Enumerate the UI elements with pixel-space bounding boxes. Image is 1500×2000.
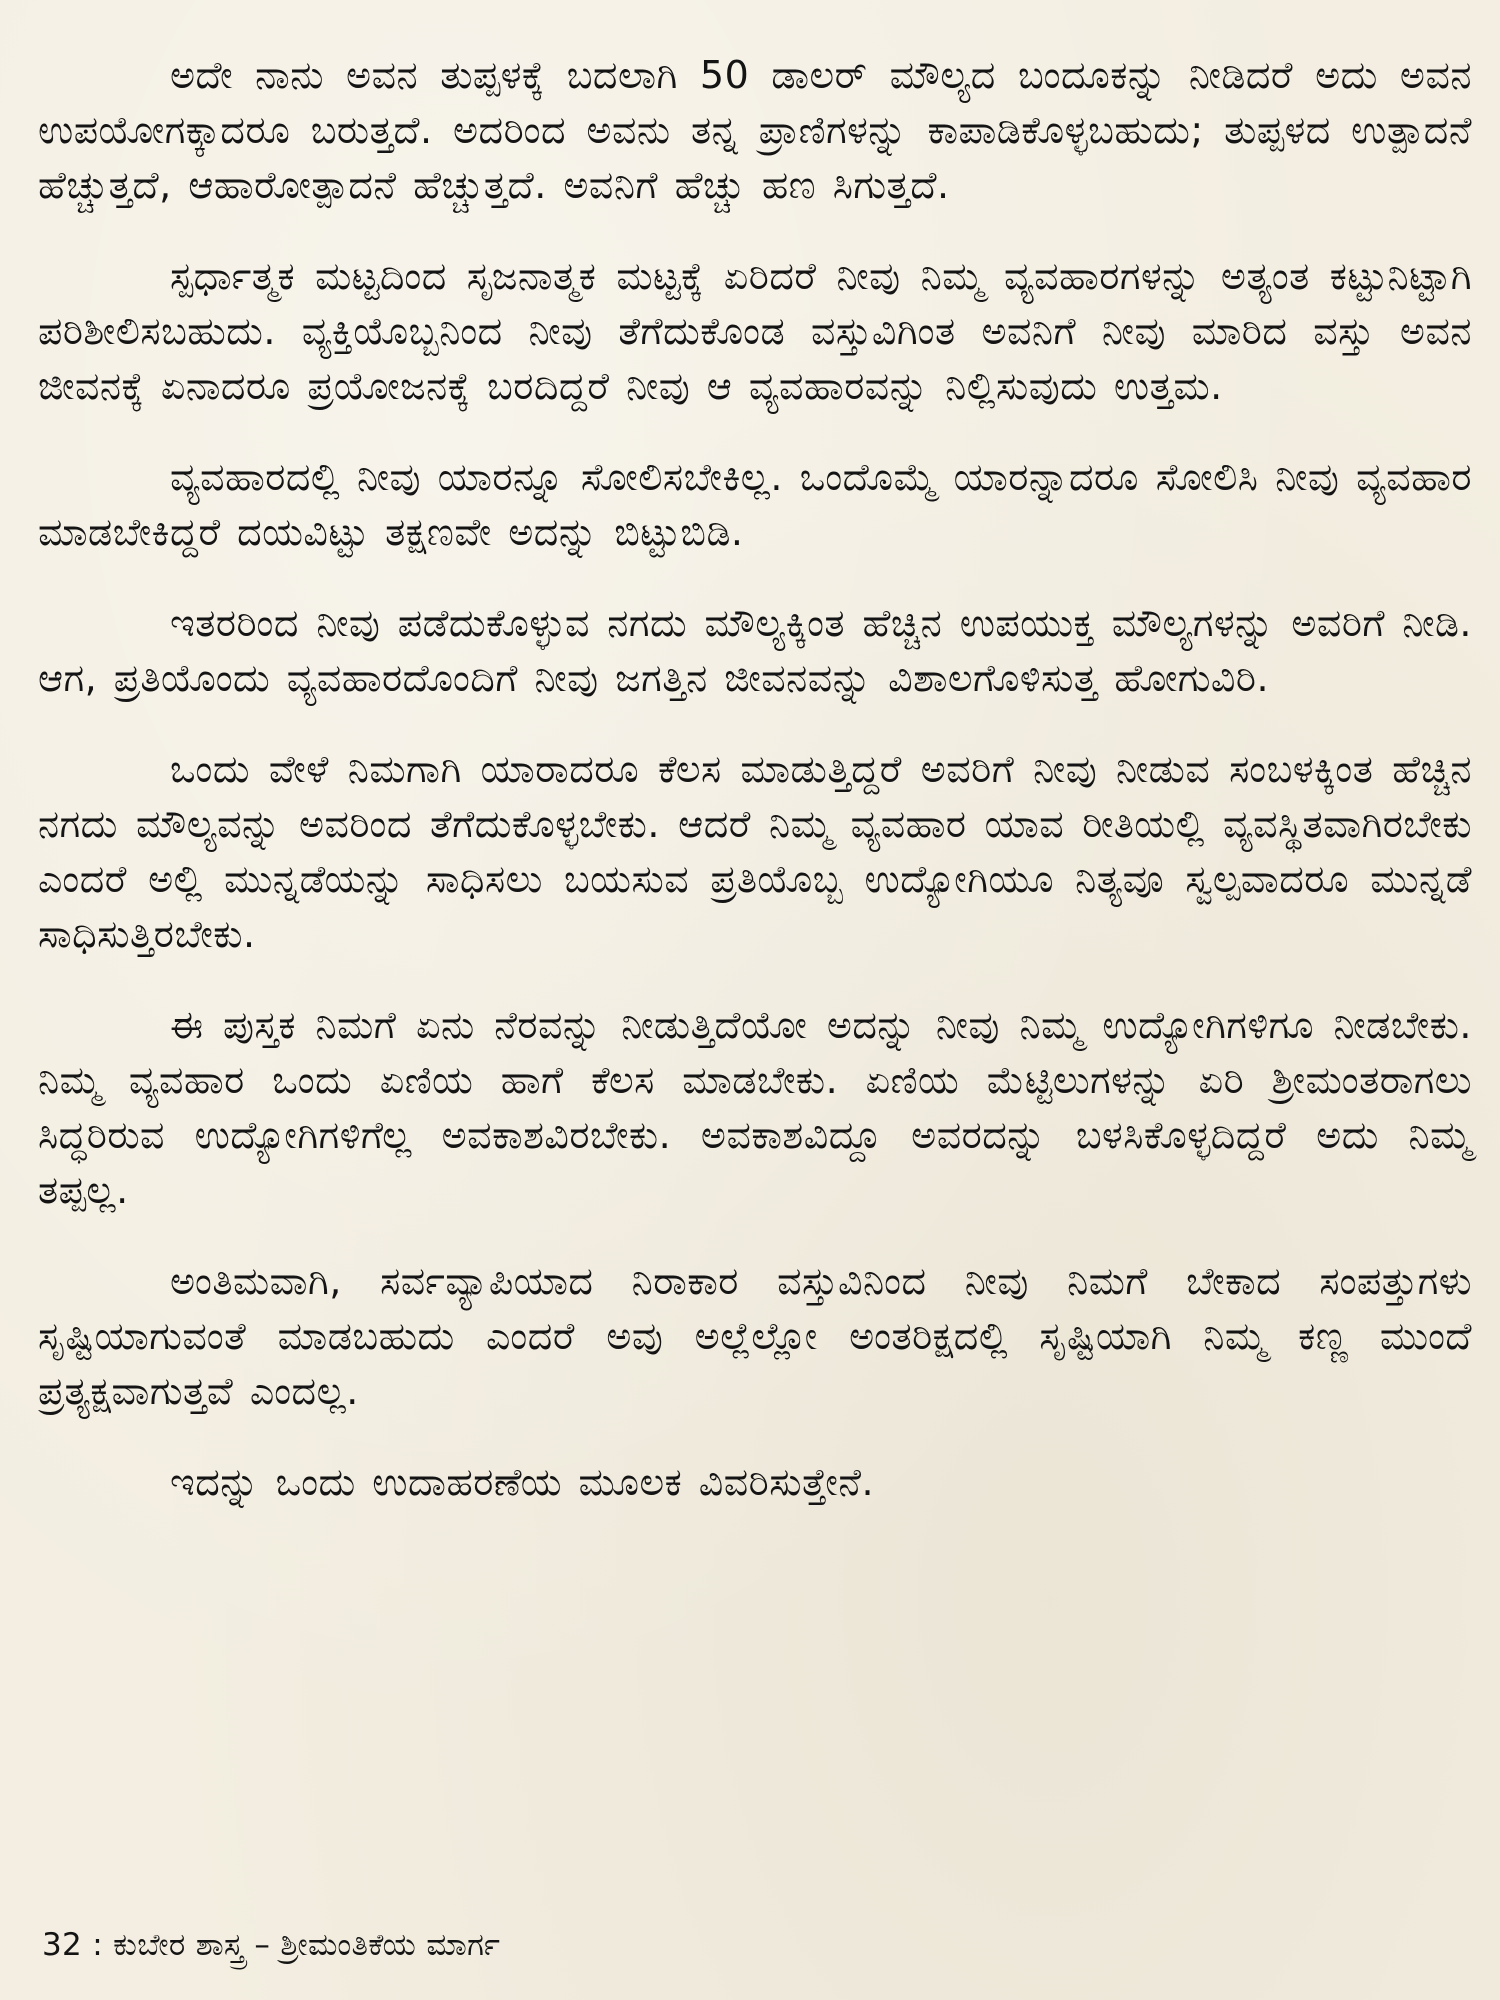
paragraph: ವ್ಯವಹಾರದಲ್ಲಿ ನೀವು ಯಾರನ್ನೂ ಸೋಲಿಸಬೇಕಿಲ್ಲ. ಒಂದೊಮ್ಮೆ ಯಾರನ್ನಾದರೂ ಸೋಲಿಸಿ ನೀವು ವ್ಯವಹಾರ ಮಾಡಬೇಕಿದ್ದರೆ ದಯವಿಟ್ಟು ತಕ್ಷಣವೇ ಅದನ್ನು ಬಿಟ್ಟುಬಿಡಿ. (38, 455, 1472, 554)
paragraph: ಇತರರಿಂದ ನೀವು ಪಡೆದುಕೊಳ್ಳುವ ನಗದು ಮೌಲ್ಯಕ್ಕಿಂತ ಹೆಚ್ಚಿನ ಉಪಯುಕ್ತ ಮೌಲ್ಯಗಳನ್ನು ಅವರಿಗೆ ನೀಡಿ. ಆಗ, ಪ್ರತಿಯೊಂದು ವ್ಯವಹಾರದೊಂದಿಗೆ ನೀವು ಜಗತ್ತಿನ ಜೀವನವನ್ನು ವಿಶಾಲಗೊಳಿಸುತ್ತ ಹೋಗುವಿರಿ. (38, 601, 1472, 700)
paragraph: ಇದನ್ನು ಒಂದು ಉದಾಹರಣೆಯ ಮೂಲಕ ವಿವರಿಸುತ್ತೇನೆ. (170, 1460, 875, 1504)
paragraph: ಅದೇ ನಾನು ಅವನ ತುಪ್ಪಳಕ್ಕೆ ಬದಲಾಗಿ 50 ಡಾಲರ್ ಮೌಲ್ಯದ ಬಂದೂಕನ್ನು ನೀಡಿದರೆ ಅದು ಅವನ ಉಪಯೋಗಕ್ಕಾದರೂ ಬರುತ್ತದೆ. ಅದರಿಂದ ಅವನು ತನ್ನ ಪ್ರಾಣಿಗಳನ್ನು ಕಾಪಾಡಿಕೊಳ್ಳಬಹುದು; ತುಪ್ಪಳದ ಉತ್ಪಾದನೆ ಹೆಚ್ಚುತ್ತದೆ, ಆಹಾರೋತ್ಪಾದನೆ ಹೆಚ್ಚುತ್ತದೆ. ಅವನಿಗೆ ಹೆಚ್ಚು ಹಣ ಸಿಗುತ್ತದೆ. (38, 53, 1472, 207)
paragraph: ಈ ಪುಸ್ತಕ ನಿಮಗೆ ಏನು ನೆರವನ್ನು ನೀಡುತ್ತಿದೆಯೋ ಅದನ್ನು ನೀವು ನಿಮ್ಮ ಉದ್ಯೋಗಿಗಳಿಗೂ ನೀಡಬೇಕು. ನಿಮ್ಮ ವ್ಯವಹಾರ ಒಂದು ಏಣಿಯ ಹಾಗೆ ಕೆಲಸ ಮಾಡಬೇಕು. ಏಣಿಯ ಮೆಟ್ಟಿಲುಗಳನ್ನು ಏರಿ ಶ್ರೀಮಂತರಾಗಲು ಸಿದ್ಧರಿರುವ ಉದ್ಯೋಗಿಗಳಿಗೆಲ್ಲ ಅವಕಾಶವಿರಬೇಕು. ಅವಕಾಶವಿದ್ದೂ ಅವರದನ್ನು ಬಳಸಿಕೊಳ್ಳದಿದ್ದರೆ ಅದು ನಿಮ್ಮ ತಪ್ಪಲ್ಲ. (38, 1003, 1472, 1212)
paragraph: ಸ್ಪರ್ಧಾತ್ಮಕ ಮಟ್ಟದಿಂದ ಸೃಜನಾತ್ಮಕ ಮಟ್ಟಕ್ಕೆ ಏರಿದರೆ ನೀವು ನಿಮ್ಮ ವ್ಯವಹಾರಗಳನ್ನು ಅತ್ಯಂತ ಕಟ್ಟುನಿಟ್ಟಾಗಿ ಪರಿಶೀಲಿಸಬಹುದು. ವ್ಯಕ್ತಿಯೊಬ್ಬನಿಂದ ನೀವು ತೆಗೆದುಕೊಂಡ ವಸ್ತುವಿಗಿಂತ ಅವನಿಗೆ ನೀವು ಮಾರಿದ ವಸ್ತು ಅವನ ಜೀವನಕ್ಕೆ ಏನಾದರೂ ಪ್ರಯೋಜನಕ್ಕೆ ಬರದಿದ್ದರೆ ನೀವು ಆ ವ್ಯವಹಾರವನ್ನು ನಿಲ್ಲಿಸುವುದು ಉತ್ತಮ. (38, 254, 1472, 408)
paragraph: ಒಂದು ವೇಳೆ ನಿಮಗಾಗಿ ಯಾರಾದರೂ ಕೆಲಸ ಮಾಡುತ್ತಿದ್ದರೆ ಅವರಿಗೆ ನೀವು ನೀಡುವ ಸಂಬಳಕ್ಕಿಂತ ಹೆಚ್ಚಿನ ನಗದು ಮೌಲ್ಯವನ್ನು ಅವರಿಂದ ತೆಗೆದುಕೊಳ್ಳಬೇಕು. ಆದರೆ ನಿಮ್ಮ ವ್ಯವಹಾರ ಯಾವ ರೀತಿಯಲ್ಲಿ ವ್ಯವಸ್ಥಿತವಾಗಿರಬೇಕು ಎಂದರೆ ಅಲ್ಲಿ ಮುನ್ನಡೆಯನ್ನು ಸಾಧಿಸಲು ಬಯಸುವ ಪ್ರತಿಯೊಬ್ಬ ಉದ್ಯೋಗಿಯೂ ನಿತ್ಯವೂ ಸ್ವಲ್ಪವಾದರೂ ಮುನ್ನಡೆ ಸಾಧಿಸುತ್ತಿರಬೇಕು. (38, 747, 1472, 956)
body-text (38, 48, 1472, 1510)
paragraph: ಅಂತಿಮವಾಗಿ, ಸರ್ವವ್ಯಾಪಿಯಾದ ನಿರಾಕಾರ ವಸ್ತುವಿನಿಂದ ನೀವು ನಿಮಗೆ ಬೇಕಾದ ಸಂಪತ್ತುಗಳು ಸೃಷ್ಟಿಯಾಗುವಂತೆ ಮಾಡಬಹುದು ಎಂದರೆ ಅವು ಅಲ್ಲೆಲ್ಲೋ ಅಂತರಿಕ್ಷದಲ್ಲಿ ಸೃಷ್ಟಿಯಾಗಿ ನಿಮ್ಮ ಕಣ್ಣ ಮುಂದೆ ಪ್ರತ್ಯಕ್ಷವಾಗುತ್ತವೆ ಎಂದಲ್ಲ. (38, 1259, 1472, 1413)
page-footer: 32 : ಕುಬೇರ ಶಾಸ್ತ್ರ – ಶ್ರೀಮಂತಿಕೆಯ ಮಾರ್ಗ (42, 1927, 501, 1963)
